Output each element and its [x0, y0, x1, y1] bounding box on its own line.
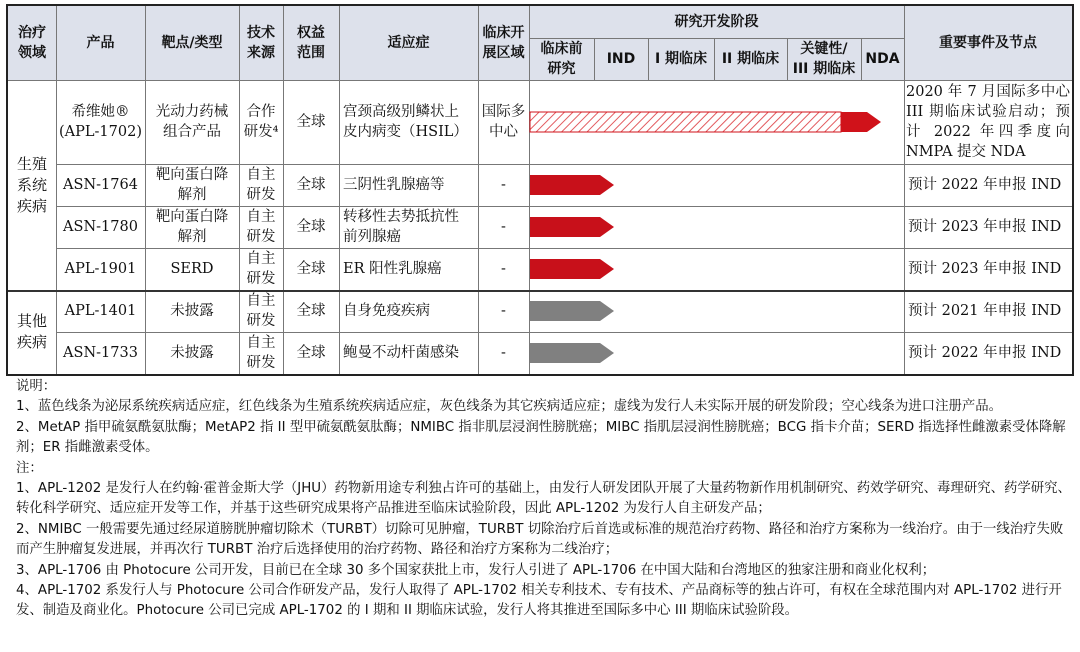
row-region: 国际多 中心	[481, 104, 526, 140]
row-region: -	[501, 261, 506, 277]
header-region: 临床开 展区域	[478, 6, 529, 80]
group-reproductive: 生殖 系统 疾病	[16, 154, 47, 215]
row-indication: ER 阳性乳腺癌	[343, 261, 442, 277]
row-rights: 全球	[296, 345, 326, 361]
row-indication: 转移性去势抵抗性 前列腺癌	[343, 209, 459, 245]
row-rights: 全球	[296, 114, 326, 130]
header-target: 靶点/类型	[145, 6, 239, 80]
explain-item: 2、MetAP 指甲硫氨酰氨肽酶；MetAP2 指 II 型甲硫氨酰氨肽酶；NMIBC 指非肌层浸润性膀胱癌；MIBC 指肌层浸润性膀胱癌；BCG 指卡介苗；SERD 指选择性雌激素受体降解剂；ER 指雌激素受体。	[16, 419, 1066, 456]
header-indication: 适应症	[339, 6, 478, 80]
stage-bar-head	[574, 259, 614, 279]
row-event: 预计 2023 年申报 IND	[908, 261, 1062, 277]
stage-bar	[530, 217, 574, 237]
row-target: 未披露	[170, 303, 214, 319]
note-title: 注：	[16, 460, 43, 476]
note-item: 1、APL-1202 是发行人在约翰·霍普金斯大学（JHU）药物新用途专利独占许可的基础上，由发行人研发团队开展了大量药物新作用机制研究、药效学研究、毒理研究、药学研究、转化科学研究、适应症开发等工作，并基于这些研究成果将产品推进至临床试验阶段，因此 APL-1202 为发行人自主研发产品；	[16, 481, 1071, 517]
header-source: 技术 来源	[239, 6, 283, 80]
row-indication: 宫颈高级别鳞状上 皮内病变（HSIL）	[343, 104, 468, 140]
row-product: 希维她® (APL-1702)	[59, 104, 142, 140]
stage-bars	[8, 6, 1072, 374]
note-item: 3、APL-1706 由 Photocure 公司开发，目前已在全球 30 多个国家获批上市，发行人引进了 APL-1706 在中国大陆和台湾地区的独家注册和商业化权利；	[16, 562, 936, 578]
row-source: 自主 研发	[246, 293, 276, 329]
row-rights: 全球	[296, 303, 326, 319]
header-product: 产品	[56, 6, 145, 80]
row-product: APL-1401	[64, 303, 137, 319]
row-source: 自主 研发	[246, 335, 276, 371]
row-source: 自主 研发	[246, 167, 276, 203]
row-product: APL-1901	[64, 261, 137, 277]
row-source: 自主 研发	[246, 209, 276, 245]
note-item: 4、APL-1702 系发行人与 Photocure 公司合作研发产品，发行人取得了 APL-1702 相关专利技术、专有技术、产品商标等的独占许可，有权在全球范围内对 APL-1702 进行开发、制造及商业化。Photocure 公司已完成 APL-1702 的 I 期和 II 期临床试验，发行人将其推进至国际多中心 III 期临床试验阶段。	[16, 583, 1062, 619]
row-event: 预计 2022 年申报 IND	[908, 345, 1062, 361]
stage-bar	[530, 175, 574, 195]
row-region: -	[501, 177, 506, 193]
row-rights: 全球	[296, 177, 326, 193]
row-target: 靶向蛋白降 解剂	[155, 209, 229, 245]
row-indication: 三阴性乳腺癌等	[343, 177, 445, 193]
header-stage-phase3: 关键性/ III 期临床	[787, 38, 861, 80]
stage-bar-head	[841, 112, 881, 132]
header-stage-preclinical: 临床前 研究	[529, 38, 594, 80]
row-target: 靶向蛋白降 解剂	[155, 167, 229, 203]
explain-title: 说明：	[16, 379, 57, 394]
group-other: 其他 疾病	[16, 312, 47, 351]
row-product: ASN-1764	[63, 177, 138, 193]
row-source: 合作 研发⁴	[243, 104, 279, 140]
note-item: 2、NMIBC 一般需要先通过经尿道膀胱肿瘤切除术（TURBT）切除可见肿瘤，TURBT 切除治疗后首选或标准的规范治疗药物、路径和治疗方案称为一线治疗。由于一线治疗失败而产生肿瘤复发进展，并再次行 TURBT 治疗后选择使用的治疗药物、路径和治疗方案称为二线治疗；	[16, 521, 1064, 558]
stage-bar	[530, 112, 841, 132]
explain-item: 1、蓝色线条为泌尿系统疾病适应症，红色线条为生殖系统疾病适应症，灰色线条为其它疾病适应症；虚线为发行人未实际开展的研发阶段；空心线条为进口注册产品。	[16, 399, 1003, 415]
row-region: -	[501, 345, 506, 361]
header-stage-phase2: II 期临床	[714, 38, 787, 80]
stage-bar-head	[574, 343, 614, 363]
row-region: -	[501, 303, 506, 319]
row-event: 预计 2022 年申报 IND	[908, 177, 1062, 193]
notes-section	[16, 377, 1072, 622]
row-target: 未披露	[170, 345, 214, 361]
row-product: ASN-1733	[63, 345, 138, 361]
row-rights: 全球	[296, 219, 326, 235]
row-target: SERD	[170, 261, 214, 277]
stage-bar-head	[574, 175, 614, 195]
row-rights: 全球	[296, 261, 326, 277]
stage-bar	[530, 301, 574, 321]
row-product: ASN-1780	[63, 219, 138, 235]
stage-bar-head	[574, 301, 614, 321]
row-event: 预计 2023 年申报 IND	[908, 219, 1062, 235]
row-indication: 鲍曼不动杆菌感染	[343, 345, 459, 361]
header-stage-group: 研究开发阶段	[529, 6, 904, 38]
row-event: 预计 2021 年申报 IND	[908, 303, 1062, 319]
header-rights: 权益 范围	[283, 6, 339, 80]
pipeline-table	[6, 4, 1074, 376]
header-stage-ind: IND	[594, 38, 648, 80]
row-indication: 自身免疫疾病	[343, 303, 430, 319]
row-event: 2020 年 7 月国际多中心 III 期临床试验启动；预计 2022 年四季度向 NMPA 提交 NDA	[906, 84, 1070, 160]
stage-bar	[530, 259, 574, 279]
header-stage-nda: NDA	[861, 38, 904, 80]
row-source: 自主 研发	[246, 251, 276, 287]
header-area: 治疗 领域	[8, 6, 56, 80]
stage-bar	[530, 343, 574, 363]
stage-bar-head	[574, 217, 614, 237]
header-events: 重要事件及节点	[904, 6, 1072, 80]
header-stage-phase1: I 期临床	[648, 38, 714, 80]
row-region: -	[501, 219, 506, 235]
row-target: 光动力药械 组合产品	[155, 104, 229, 140]
